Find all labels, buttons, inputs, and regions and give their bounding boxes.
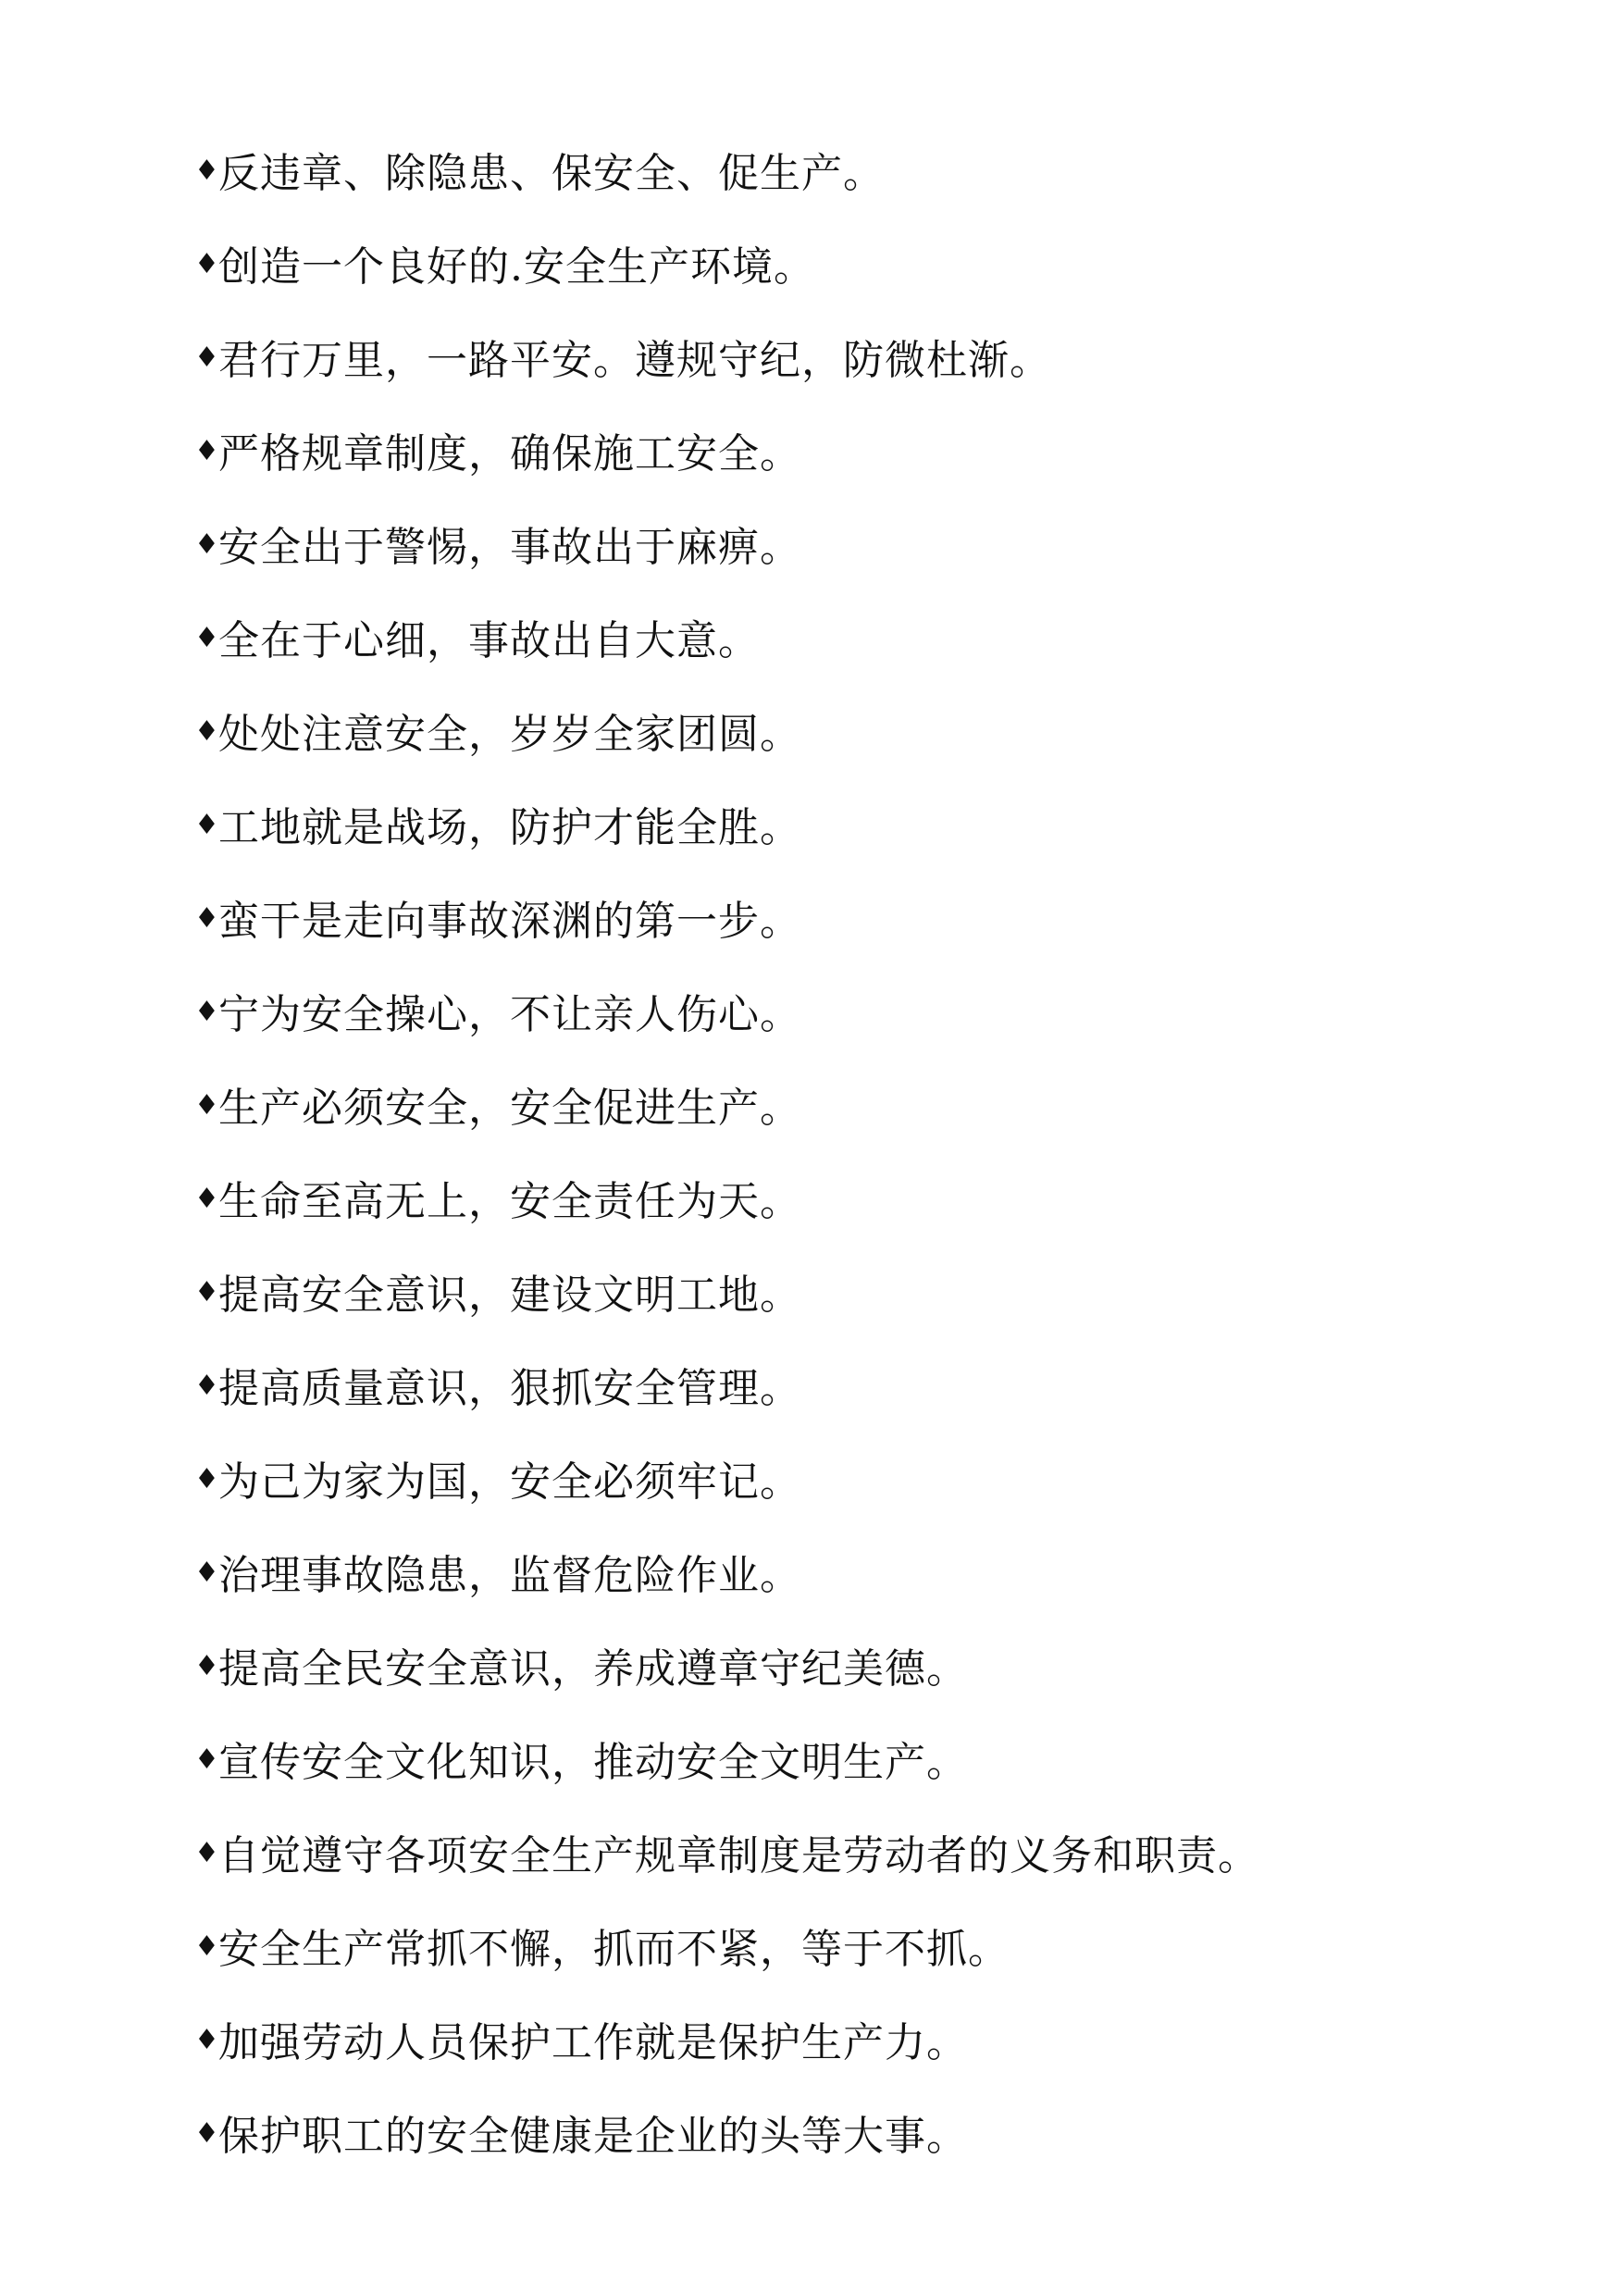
diamond-bullet-icon: ♦ (194, 1182, 220, 1215)
slogan-text: 提高全民安全意识，养成遵章守纪美德。 (218, 1644, 968, 1693)
slogan-text: 安全出于警惕，事故出于麻痹。 (218, 523, 801, 571)
diamond-bullet-icon: ♦ (194, 1649, 220, 1682)
list-item (194, 1244, 1259, 1337)
slogan-text: 处处注意安全，岁岁全家团圆。 (218, 710, 801, 758)
diamond-bullet-icon: ♦ (194, 1836, 220, 1869)
list-item (194, 496, 1259, 589)
list-item (194, 403, 1259, 496)
list-item (194, 1898, 1259, 1991)
list-item (194, 309, 1259, 403)
list-item (194, 1711, 1259, 1805)
diamond-bullet-icon: ♦ (194, 1743, 220, 1776)
list-item (194, 1805, 1259, 1898)
diamond-bullet-icon: ♦ (194, 995, 220, 1028)
list-item (194, 1057, 1259, 1150)
list-item (194, 122, 1259, 216)
diamond-bullet-icon: ♦ (194, 621, 220, 654)
list-item (194, 683, 1259, 776)
diamond-bullet-icon: ♦ (194, 154, 220, 187)
list-item (194, 963, 1259, 1057)
diamond-bullet-icon: ♦ (194, 808, 220, 841)
slogan-text: 安全生产常抓不懈，抓而不紧，等于不抓。 (218, 1925, 1010, 1973)
diamond-bullet-icon: ♦ (194, 1462, 220, 1495)
diamond-bullet-icon: ♦ (194, 341, 220, 374)
diamond-bullet-icon: ♦ (194, 434, 220, 467)
diamond-bullet-icon: ♦ (194, 901, 220, 935)
diamond-bullet-icon: ♦ (194, 1088, 220, 1122)
diamond-bullet-icon: ♦ (194, 527, 220, 561)
diamond-bullet-icon: ♦ (194, 714, 220, 748)
slogan-text: 君行万里，一路平安。遵规守纪，防微杜渐。 (218, 336, 1051, 384)
slogan-text: 保护职工的安全健康是企业的头等大事。 (218, 2112, 968, 2160)
slogan-text: 自觉遵守各项安全生产规章制度是劳动者的义务和职责。 (218, 1831, 1259, 1879)
slogan-text: 宁为安全操心，不让亲人伤心。 (218, 990, 801, 1038)
diamond-bullet-icon: ♦ (194, 2023, 220, 2056)
slogan-text: 创造一个良好的.安全生产环境。 (218, 242, 815, 291)
slogan-text: 生命至高无上，安全责任为天。 (218, 1177, 801, 1225)
list-item (194, 870, 1259, 963)
slogan-text: 加强劳动人员保护工作就是保护生产力。 (218, 2018, 968, 2066)
slogan-text: 工地就是战场，防护才能全胜。 (218, 803, 801, 851)
slogan-text: 全在于心细，事故出自大意。 (218, 616, 760, 664)
slogan-text: 宣传安全文化知识，推动安全文明生产。 (218, 1738, 968, 1786)
slogan-text: 提高安全意识，建设文明工地。 (218, 1271, 801, 1319)
list-item (194, 589, 1259, 683)
diamond-bullet-icon: ♦ (194, 247, 220, 280)
slogan-text: 治理事故隐患，监督危险作业。 (218, 1551, 801, 1599)
list-item (194, 1991, 1259, 2085)
list-item (194, 1524, 1259, 1618)
diamond-bullet-icon: ♦ (194, 1369, 220, 1402)
slogan-list (194, 122, 1259, 2178)
list-item (194, 216, 1259, 309)
list-item (194, 1431, 1259, 1524)
diamond-bullet-icon: ♦ (194, 1929, 220, 1963)
slogan-text: 蛮干是走向事故深渊的第一步。 (218, 897, 801, 945)
list-item (194, 776, 1259, 870)
slogan-text: 生产必须安全，安全促进生产。 (218, 1084, 801, 1132)
slogan-text: 严格规章制度，确保施工安全。 (218, 429, 801, 478)
list-item (194, 1618, 1259, 1711)
list-item (194, 2085, 1259, 2178)
diamond-bullet-icon: ♦ (194, 1275, 220, 1309)
list-item (194, 1150, 1259, 1244)
list-item (194, 1337, 1259, 1431)
diamond-bullet-icon: ♦ (194, 2116, 220, 2150)
slogan-text: 反违章、除隐患、保安全、促生产。 (218, 149, 885, 197)
slogan-text: 为己为家为国，安全必须牢记。 (218, 1458, 801, 1506)
slogan-text: 提高质量意识，狠抓安全管理。 (218, 1364, 801, 1412)
diamond-bullet-icon: ♦ (194, 1556, 220, 1589)
